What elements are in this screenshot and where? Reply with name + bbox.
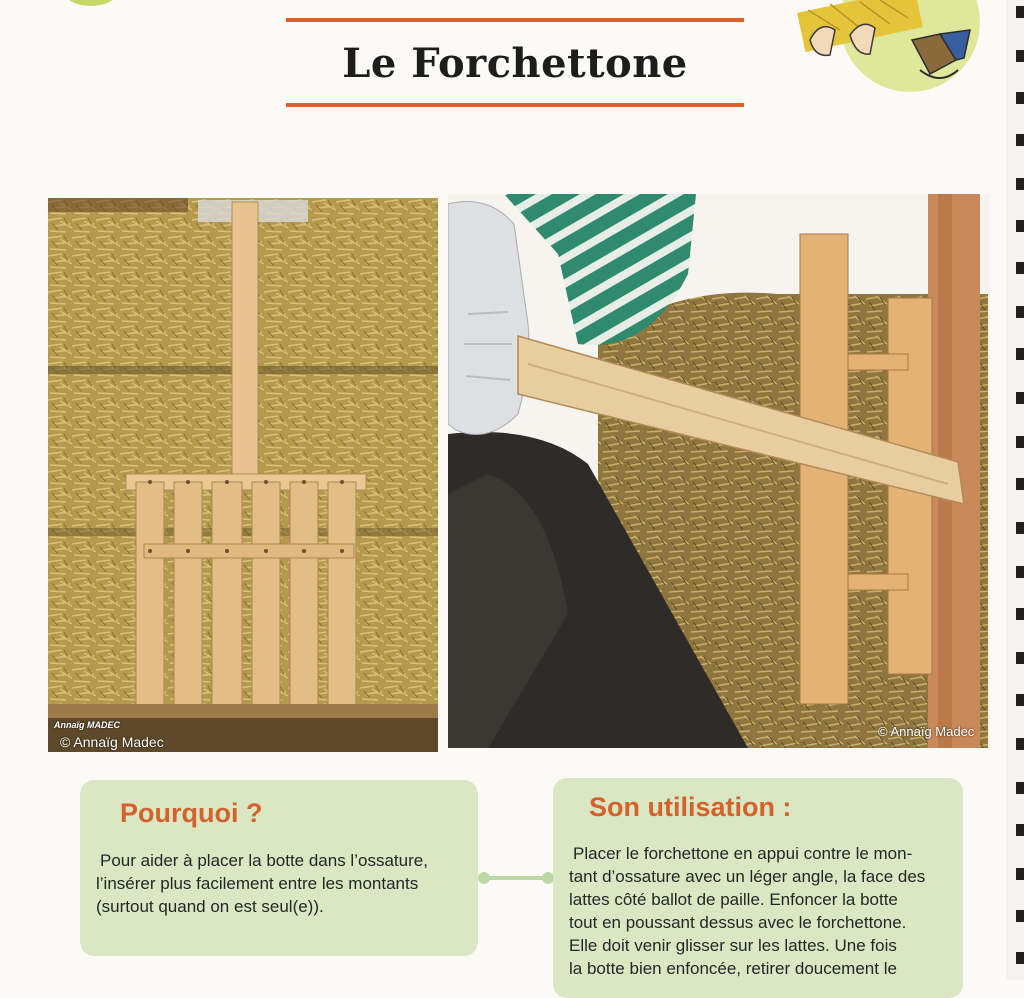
using-forchettone-image <box>448 194 990 748</box>
corner-decoration <box>62 0 120 6</box>
photo-using-forchettone <box>448 194 990 748</box>
box-text-line: (surtout quand on est seul(e)). <box>96 897 324 916</box>
box-text-line: lattes côté ballot de paille. Enfoncer la botte <box>569 890 898 909</box>
photo-credit-small: Annaïg MADEC <box>54 720 120 730</box>
box-pourquoi <box>80 780 478 956</box>
box-text-line: tant d’ossature avec un léger angle, la face des <box>569 867 926 886</box>
page-title: Le Forchettone <box>342 40 688 87</box>
forchettone-tool-image <box>48 198 438 752</box>
box-text-line: la botte bien enfoncée, retirer doucement le <box>569 959 897 978</box>
box-text-line: Pour aider à placer la botte dans l’ossature, <box>100 851 428 870</box>
title-rule-top <box>286 18 744 22</box>
hay-bale-illustration <box>780 0 1000 92</box>
box-text-line: Elle doit venir glisser sur les lattes. Une fois <box>569 936 897 955</box>
connector-dot-left <box>478 872 490 884</box>
photo-credit: © Annaïg Madec <box>60 734 164 750</box>
photo-forchettone-tool <box>48 198 438 752</box>
box-text-line: tout en poussant dessus avec le forchettone. <box>569 913 907 932</box>
page-edge-marks <box>1006 0 1024 980</box>
box-text-line: l’insérer plus facilement entre les montants <box>96 874 419 893</box>
box-son-utilisation <box>553 778 963 998</box>
box-heading: Pourquoi ? <box>120 798 263 828</box>
box-heading: Son utilisation : <box>589 792 792 822</box>
photo-credit: © Annaïg Madec <box>878 724 975 739</box>
box-text-line: Placer le forchettone en appui contre le mon- <box>573 844 913 863</box>
title-rule-bottom <box>286 103 744 107</box>
